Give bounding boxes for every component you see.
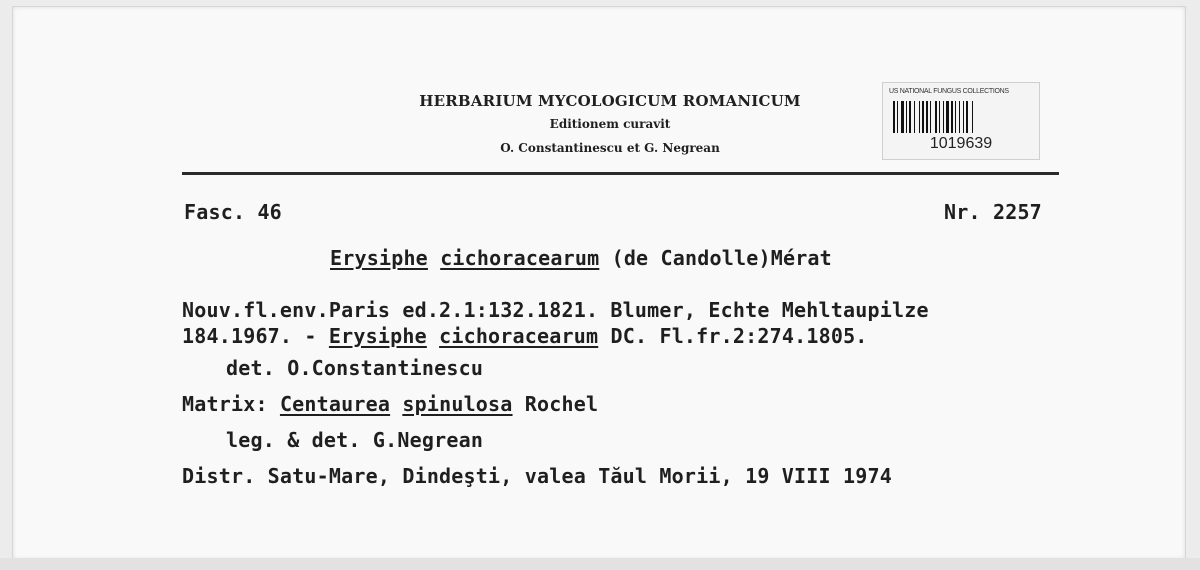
host-epithet: spinulosa xyxy=(402,392,513,416)
species-name xyxy=(330,246,832,270)
reference-genus: Erysiphe xyxy=(328,324,427,348)
species-epithet: cichoracearum xyxy=(440,246,600,270)
editors: O. Constantinescu et G. Negrean xyxy=(500,141,720,155)
header-divider xyxy=(182,172,1059,175)
matrix-label: Matrix: xyxy=(182,392,268,416)
accession-number: 1019639 xyxy=(929,135,993,152)
fascicle: Fasc. 46 xyxy=(184,200,282,224)
herbarium-title: HERBARIUM MYCOLOGICUM ROMANICUM xyxy=(419,92,801,110)
reference-suffix: DC. Fl.fr.2:274.1805. xyxy=(610,324,868,348)
exsiccata-number: Nr. 2257 xyxy=(944,200,1042,224)
paper-edge xyxy=(0,558,1200,570)
collector: leg. & det. G.Negrean xyxy=(226,428,484,452)
determiner: det. O.Constantinescu xyxy=(226,356,484,380)
reference-epithet: cichoracearum xyxy=(439,324,599,348)
editor-note: Editionem curavit xyxy=(549,117,671,131)
reference-line-2 xyxy=(182,324,868,348)
reference-line-1: Nouv.fl.env.Paris ed.2.1:132.1821. Blumer, Echte Mehltaupilze xyxy=(182,298,929,322)
collection-name: US NATIONAL FUNGUS COLLECTIONS xyxy=(889,88,1009,95)
reference-prefix: 184.1967. - xyxy=(182,324,317,348)
species-genus: Erysiphe xyxy=(330,246,428,270)
host-authority: Rochel xyxy=(524,392,599,416)
host-genus: Centaurea xyxy=(279,392,391,416)
locality: Distr. Satu-Mare, Dindeşti, valea Tăul Morii, 19 VIII 1974 xyxy=(182,464,892,488)
barcode-label xyxy=(882,82,1040,160)
species-authority: (de Candolle)Mérat xyxy=(611,246,832,270)
matrix xyxy=(182,392,598,416)
barcode-icon xyxy=(893,101,1029,133)
